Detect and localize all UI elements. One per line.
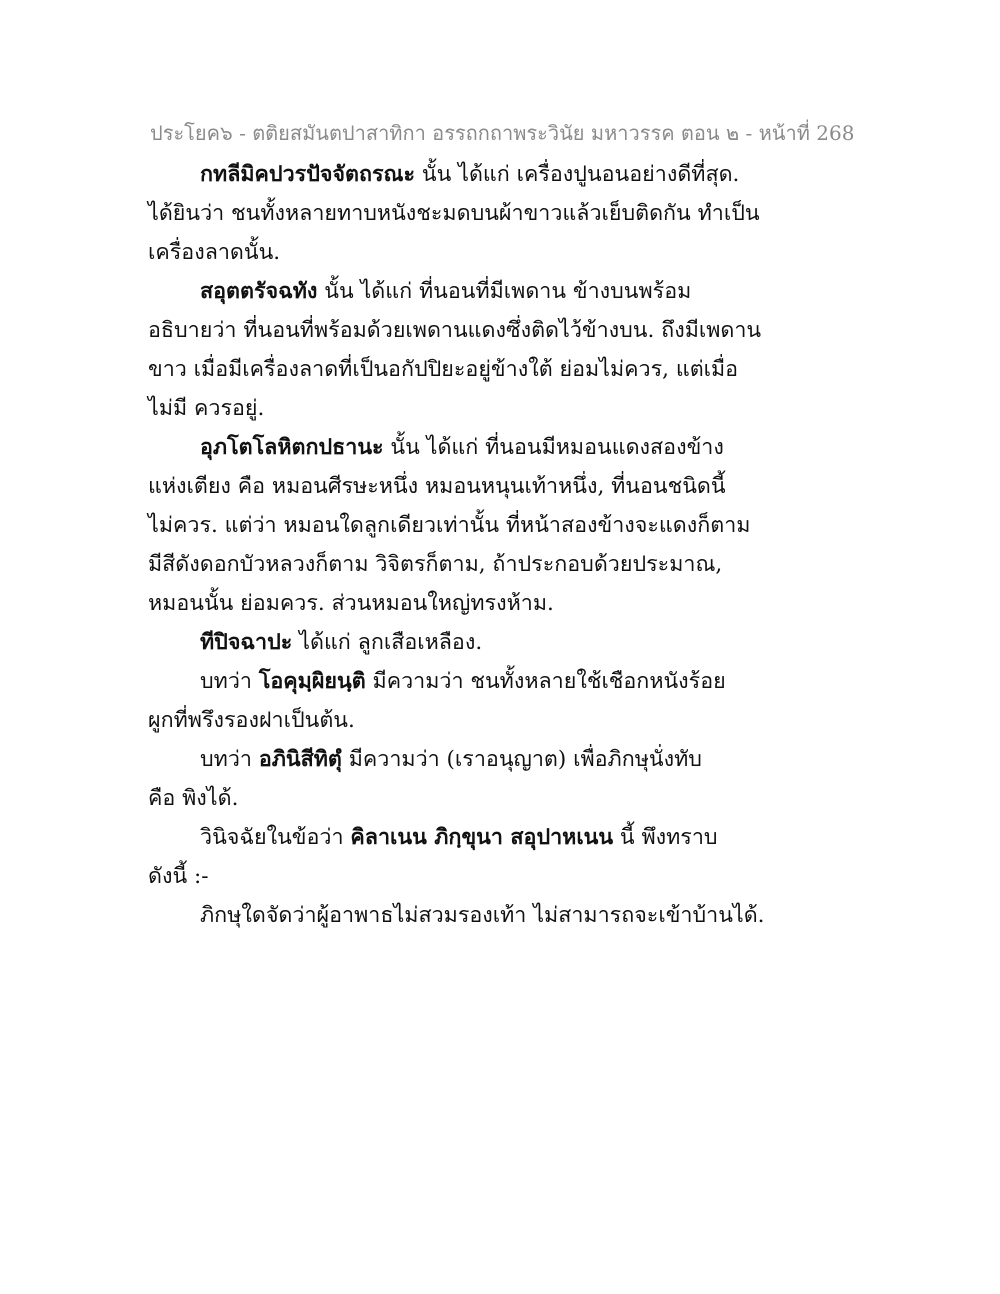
line-text: ผูกที่พรึงรองฝาเป็นต้น. <box>148 708 355 733</box>
paragraph <box>148 740 708 818</box>
text-line <box>148 584 708 623</box>
text-line <box>148 740 708 779</box>
line-prefix: บทว่า <box>200 669 259 694</box>
text-line <box>148 623 708 662</box>
text-line <box>148 779 708 818</box>
line-text: มีความว่า (เราอนุญาต) เพื่อภิกษุนั่งทับ <box>341 747 702 772</box>
text-line <box>148 467 726 506</box>
pali-term: กทลีมิคปวรปัจจัตถรณะ <box>200 162 416 187</box>
paragraph <box>148 818 718 896</box>
line-text: นี้ พึงทราบ <box>613 825 718 850</box>
line-text: ขาว เมื่อมีเครื่องลาดที่เป็นอกัปปิยะอยู่ข้างใต้ ย่อมไม่ควร, แต่เมื่อ <box>148 357 739 382</box>
line-prefix: วินิจฉัยในข้อว่า <box>200 825 351 850</box>
text-line <box>148 155 740 194</box>
text-line <box>148 545 723 584</box>
text-line <box>148 389 708 428</box>
line-text: เครื่องลาดนั้น. <box>148 240 281 265</box>
line-text: ได้ยินว่า ชนทั้งหลายทาบหนังชะมดบนผ้าขาวแล้วเย็บติดกัน ทำเป็น <box>148 201 760 226</box>
line-text: มีสีดังดอกบัวหลวงก็ตาม วิจิตรก็ตาม, ถ้าประกอบด้วยประมาณ, <box>148 552 723 577</box>
pali-term: อภินิสีทิตุํ <box>258 747 342 772</box>
line-text: มีความว่า ชนทั้งหลายใช้เชือกหนังร้อย <box>365 669 726 694</box>
text-line <box>148 896 765 935</box>
line-text: นั้น ได้แก่ ที่นอนที่มีเพดาน ข้างบนพร้อม <box>317 279 692 304</box>
paragraph <box>148 428 751 623</box>
text-line <box>148 428 724 467</box>
text-line <box>148 272 708 311</box>
paragraph <box>148 662 726 740</box>
pali-term: สอุตตรัจฉทัง <box>200 279 318 304</box>
body-text <box>148 155 765 935</box>
text-line <box>148 311 762 350</box>
line-text: ภิกษุใดจัดว่าผู้อาพาธไม่สวมรองเท้า ไม่สามารถจะเข้าบ้านได้. <box>200 903 765 928</box>
line-text: หมอนนั้น ย่อมควร. ส่วนหมอนใหญ่ทรงห้าม. <box>148 591 554 616</box>
paragraph <box>148 896 765 935</box>
line-text: ได้แก่ ลูกเสือเหลือง. <box>292 630 483 655</box>
line-text: นั้น ได้แก่ ที่นอนมีหมอนแดงสองข้าง <box>383 435 724 460</box>
line-text: ไม่ควร. แต่ว่า หมอนใดลูกเดียวเท่านั้น ที่หน้าสองข้างจะแดงก็ตาม <box>148 513 751 538</box>
line-text: คือ พิงได้. <box>148 786 239 811</box>
text-line <box>148 506 751 545</box>
paragraph <box>148 623 708 662</box>
text-line <box>148 662 726 701</box>
text-line <box>148 818 718 857</box>
line-text: นั้น ได้แก่ เครื่องปูนอนอย่างดีที่สุด. <box>415 162 740 187</box>
line-text: แห่งเตียง คือ หมอนศีรษะหนึ่ง หมอนหนุนเท้าหนึ่ง, ที่นอนชนิดนี้ <box>148 474 726 499</box>
line-text: ดังนี้ :- <box>148 864 209 889</box>
paragraph <box>148 155 760 272</box>
pali-term: ทีปิจฉาปะ <box>200 630 293 655</box>
line-text: อธิบายว่า ที่นอนที่พร้อมด้วยเพดานแดงซึ่งติดไว้ข้างบน. ถึงมีเพดาน <box>148 318 762 343</box>
pali-term: โอคุมฺผิยนฺติ <box>258 669 366 694</box>
text-line <box>148 233 708 272</box>
line-text: ไม่มี ควรอยู่. <box>148 396 265 421</box>
text-line <box>148 701 708 740</box>
text-line <box>148 350 739 389</box>
text-line <box>148 857 708 896</box>
pali-term: คิลาเนน ภิกฺขุนา สอุปาหเนน <box>350 825 614 850</box>
text-line <box>148 194 760 233</box>
pali-term: อุภโตโลหิตกปธานะ <box>200 435 384 460</box>
paragraph <box>148 272 762 428</box>
line-prefix: บทว่า <box>200 747 259 772</box>
running-header: ประโยค๖ - ตติยสมันตปาสาทิกา อรรถกถาพระวินัย มหาวรรค ตอน ๒ - หน้าที่ 268 <box>150 121 855 145</box>
